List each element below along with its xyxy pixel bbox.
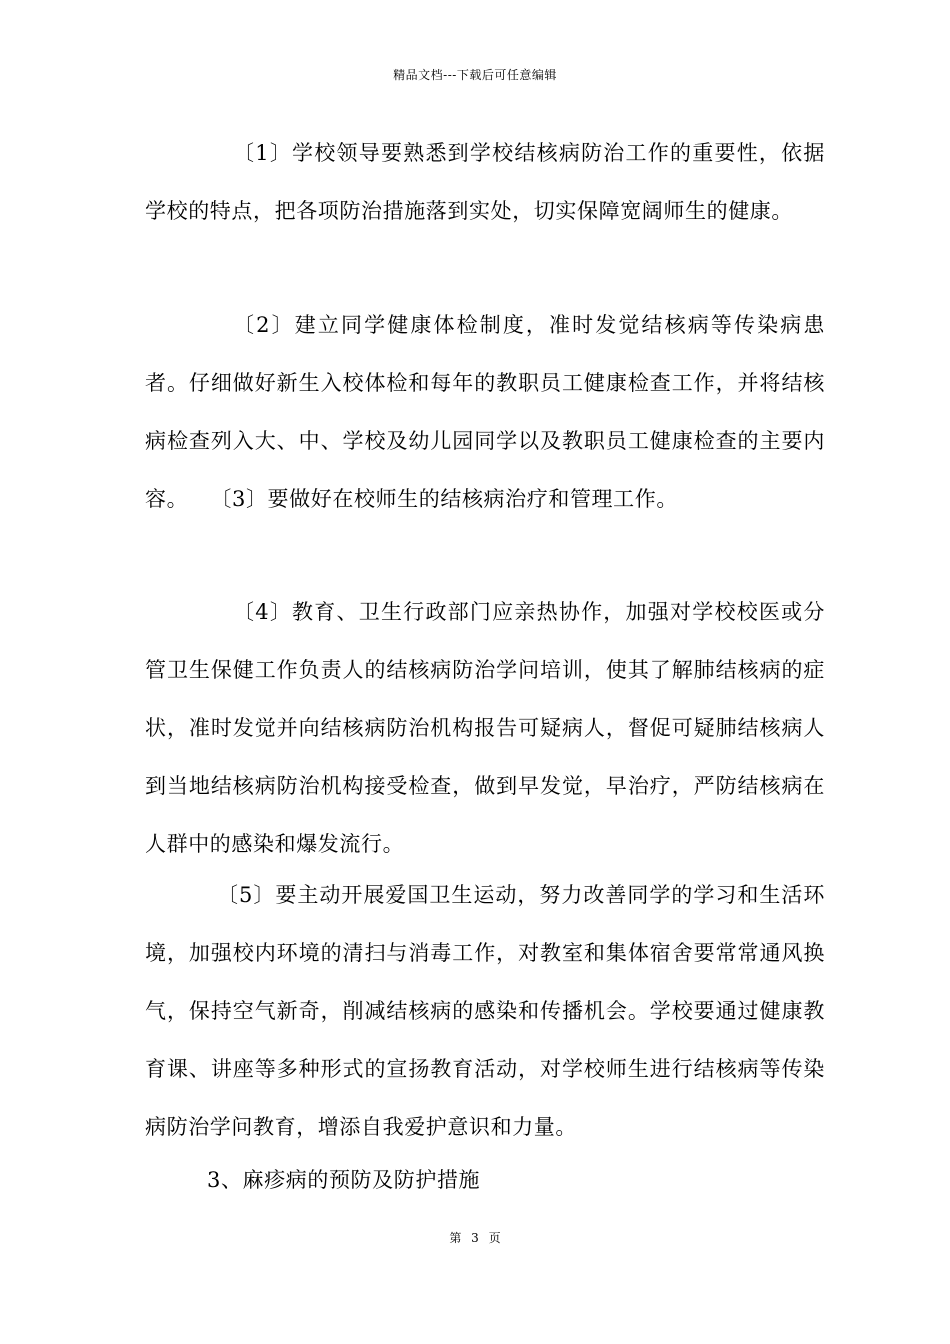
paragraph-2-3: 〔2〕建立同学健康体检制度，准时发觉结核病等传染病患者。仔细做好新生入校体检和每年的教职员工健康检查工作，并将结核病检查列入大、中、学校及幼儿园同学以及教职员工健康检查的主要内容。 〔3〕要做好在校师生的结核病治疗和管理工作。 [145, 313, 825, 511]
paragraph-5: 〔5〕要主动开展爱国卫生运动，努力改善同学的学习和生活环境，加强校内环境的清扫与消毒工作，对教室和集体宿舍要常常通风换气，保持空气新奇，削减结核病的感染和传播机会。学校要通过健康教育课、讲座等多种形式的宣扬教育活动，对学校师生进行结核病等传染病防治学问教育，增添自我爱护意识和力量。 [145, 883, 825, 1139]
page-label-prefix: 第 [449, 1231, 462, 1245]
paragraph-block-5 [145, 866, 825, 1156]
page-number: 3 [471, 1231, 479, 1245]
page-label-suffix: 页 [488, 1231, 501, 1245]
paragraph-1: 〔1〕学校领导要熟悉到学校结核病防治工作的重要性，依据学校的特点，把各项防治措施落到实处，切实保障宽阔师生的健康。 [145, 141, 825, 223]
paragraph-4: 〔4〕教育、卫生行政部门应亲热协作，加强对学校校医或分管卫生保健工作负责人的结核病防治学问培训，使其了解肺结核病的症状，准时发觉并向结核病防治机构报告可疑病人，督促可疑肺结核病人到当地结核病防治机构接受检查，做到早发觉，早治疗，严防结核病在人群中的感染和爆发流行。 [145, 600, 825, 856]
paragraph-block-1 [145, 124, 825, 240]
page-header: 精品文档---下载后可任意编辑 [393, 68, 557, 82]
section-heading-measles: 3、麻疹病的预防及防护措施 [207, 1168, 481, 1192]
paragraph-block-4 [145, 583, 825, 873]
page-footer [0, 1229, 950, 1246]
section-heading-block [145, 1151, 825, 1209]
paragraph-block-2 [145, 296, 825, 528]
